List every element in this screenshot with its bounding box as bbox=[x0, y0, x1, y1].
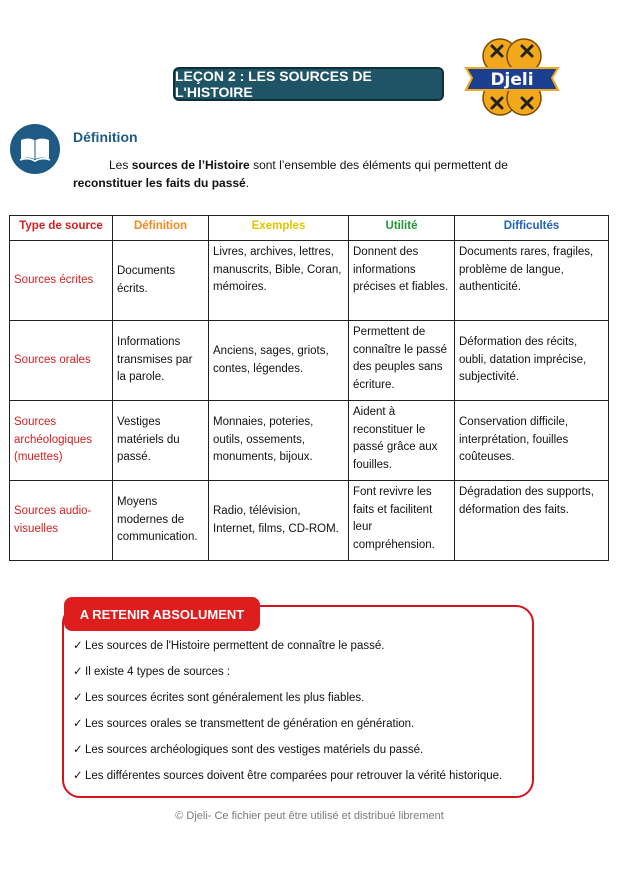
retenir-heading-tab bbox=[64, 597, 260, 631]
row-type: Sources écrites bbox=[10, 241, 113, 321]
row-definition: Informations transmises par la parole. bbox=[113, 321, 209, 401]
table-row bbox=[10, 241, 609, 321]
check-icon: ✓ bbox=[73, 692, 83, 704]
definition-text: Les sources de l’Histoire sont l’ensemble des éléments qui permettent de reconstituer les faits du passé. bbox=[73, 158, 508, 190]
row-definition: Vestiges matériels du passé. bbox=[113, 401, 209, 481]
row-examples: Livres, archives, lettres, manuscrits, Bible, Coran, mémoires. bbox=[209, 241, 349, 321]
table-row bbox=[10, 321, 609, 401]
row-examples: Radio, télévision, Internet, films, CD-ROM. bbox=[209, 481, 349, 561]
lesson-title: LEÇON 2 : LES SOURCES DE L'HISTOIRE bbox=[175, 68, 372, 100]
footer-copyright: © Djeli- Ce fichier peut être utilisé et distribué librement bbox=[175, 810, 444, 822]
logo-text: Djeli bbox=[490, 70, 534, 90]
sources-table bbox=[9, 215, 609, 561]
check-icon: ✓ bbox=[73, 640, 83, 652]
header-utility: Utilité bbox=[349, 216, 455, 241]
row-definition: Documents écrits. bbox=[113, 241, 209, 321]
row-utility: Donnent des informations précises et fiables. bbox=[349, 241, 455, 321]
header-definition: Définition bbox=[113, 216, 209, 241]
row-type: Sources audio-visuelles bbox=[10, 481, 113, 561]
table-row bbox=[10, 481, 609, 561]
row-type: Sources archéologiques (muettes) bbox=[10, 401, 113, 481]
djeli-logo bbox=[462, 36, 562, 120]
list-item: ✓ Les sources orales se transmettent de génération en génération. bbox=[73, 716, 502, 742]
list-item: ✓ Les différentes sources doivent être comparées pour retrouver la vérité historique. bbox=[73, 768, 502, 794]
row-difficulties: Dégradation des supports, déformation des faits. bbox=[455, 481, 609, 561]
check-icon: ✓ bbox=[73, 666, 83, 678]
row-utility: Font revivre les faits et facilitent leur compréhension. bbox=[349, 481, 455, 561]
check-icon: ✓ bbox=[73, 744, 83, 756]
header-difficulties: Difficultés bbox=[455, 216, 609, 241]
list-item: ✓ Les sources de l'Histoire permettent de connaître le passé. bbox=[73, 638, 502, 664]
row-difficulties: Conservation difficile, interprétation, fouilles coûteuses. bbox=[455, 401, 609, 481]
retenir-heading: A RETENIR ABSOLUMENT bbox=[79, 606, 245, 622]
row-type: Sources orales bbox=[10, 321, 113, 401]
table-row bbox=[10, 401, 609, 481]
list-item: ✓ Les sources écrites sont généralement les plus fiables. bbox=[73, 690, 502, 716]
list-item: ✓ Il existe 4 types de sources : bbox=[73, 664, 502, 690]
retenir-list bbox=[73, 638, 502, 794]
check-icon: ✓ bbox=[73, 718, 83, 730]
header-type: Type de source bbox=[10, 216, 113, 241]
list-item: ✓ Les sources archéologiques sont des vestiges matériels du passé. bbox=[73, 742, 502, 768]
lesson-title-box bbox=[173, 67, 444, 101]
check-icon: ✓ bbox=[73, 770, 83, 782]
row-utility: Aident à reconstituer le passé grâce aux fouilles. bbox=[349, 401, 455, 481]
definition-heading: Définition bbox=[73, 129, 138, 145]
row-examples: Anciens, sages, griots, contes, légendes. bbox=[209, 321, 349, 401]
row-difficulties: Documents rares, fragiles, problème de langue, authenticité. bbox=[455, 241, 609, 321]
row-examples: Monnaies, poteries, outils, ossements, monuments, bijoux. bbox=[209, 401, 349, 481]
book-icon bbox=[10, 124, 60, 174]
row-difficulties: Déformation des récits, oubli, datation imprécise, subjectivité. bbox=[455, 321, 609, 401]
header-examples: Exemples bbox=[209, 216, 349, 241]
row-definition: Moyens modernes de communication. bbox=[113, 481, 209, 561]
table-header-row bbox=[10, 216, 609, 241]
row-utility: Permettent de connaître le passé des peuples sans écriture. bbox=[349, 321, 455, 401]
